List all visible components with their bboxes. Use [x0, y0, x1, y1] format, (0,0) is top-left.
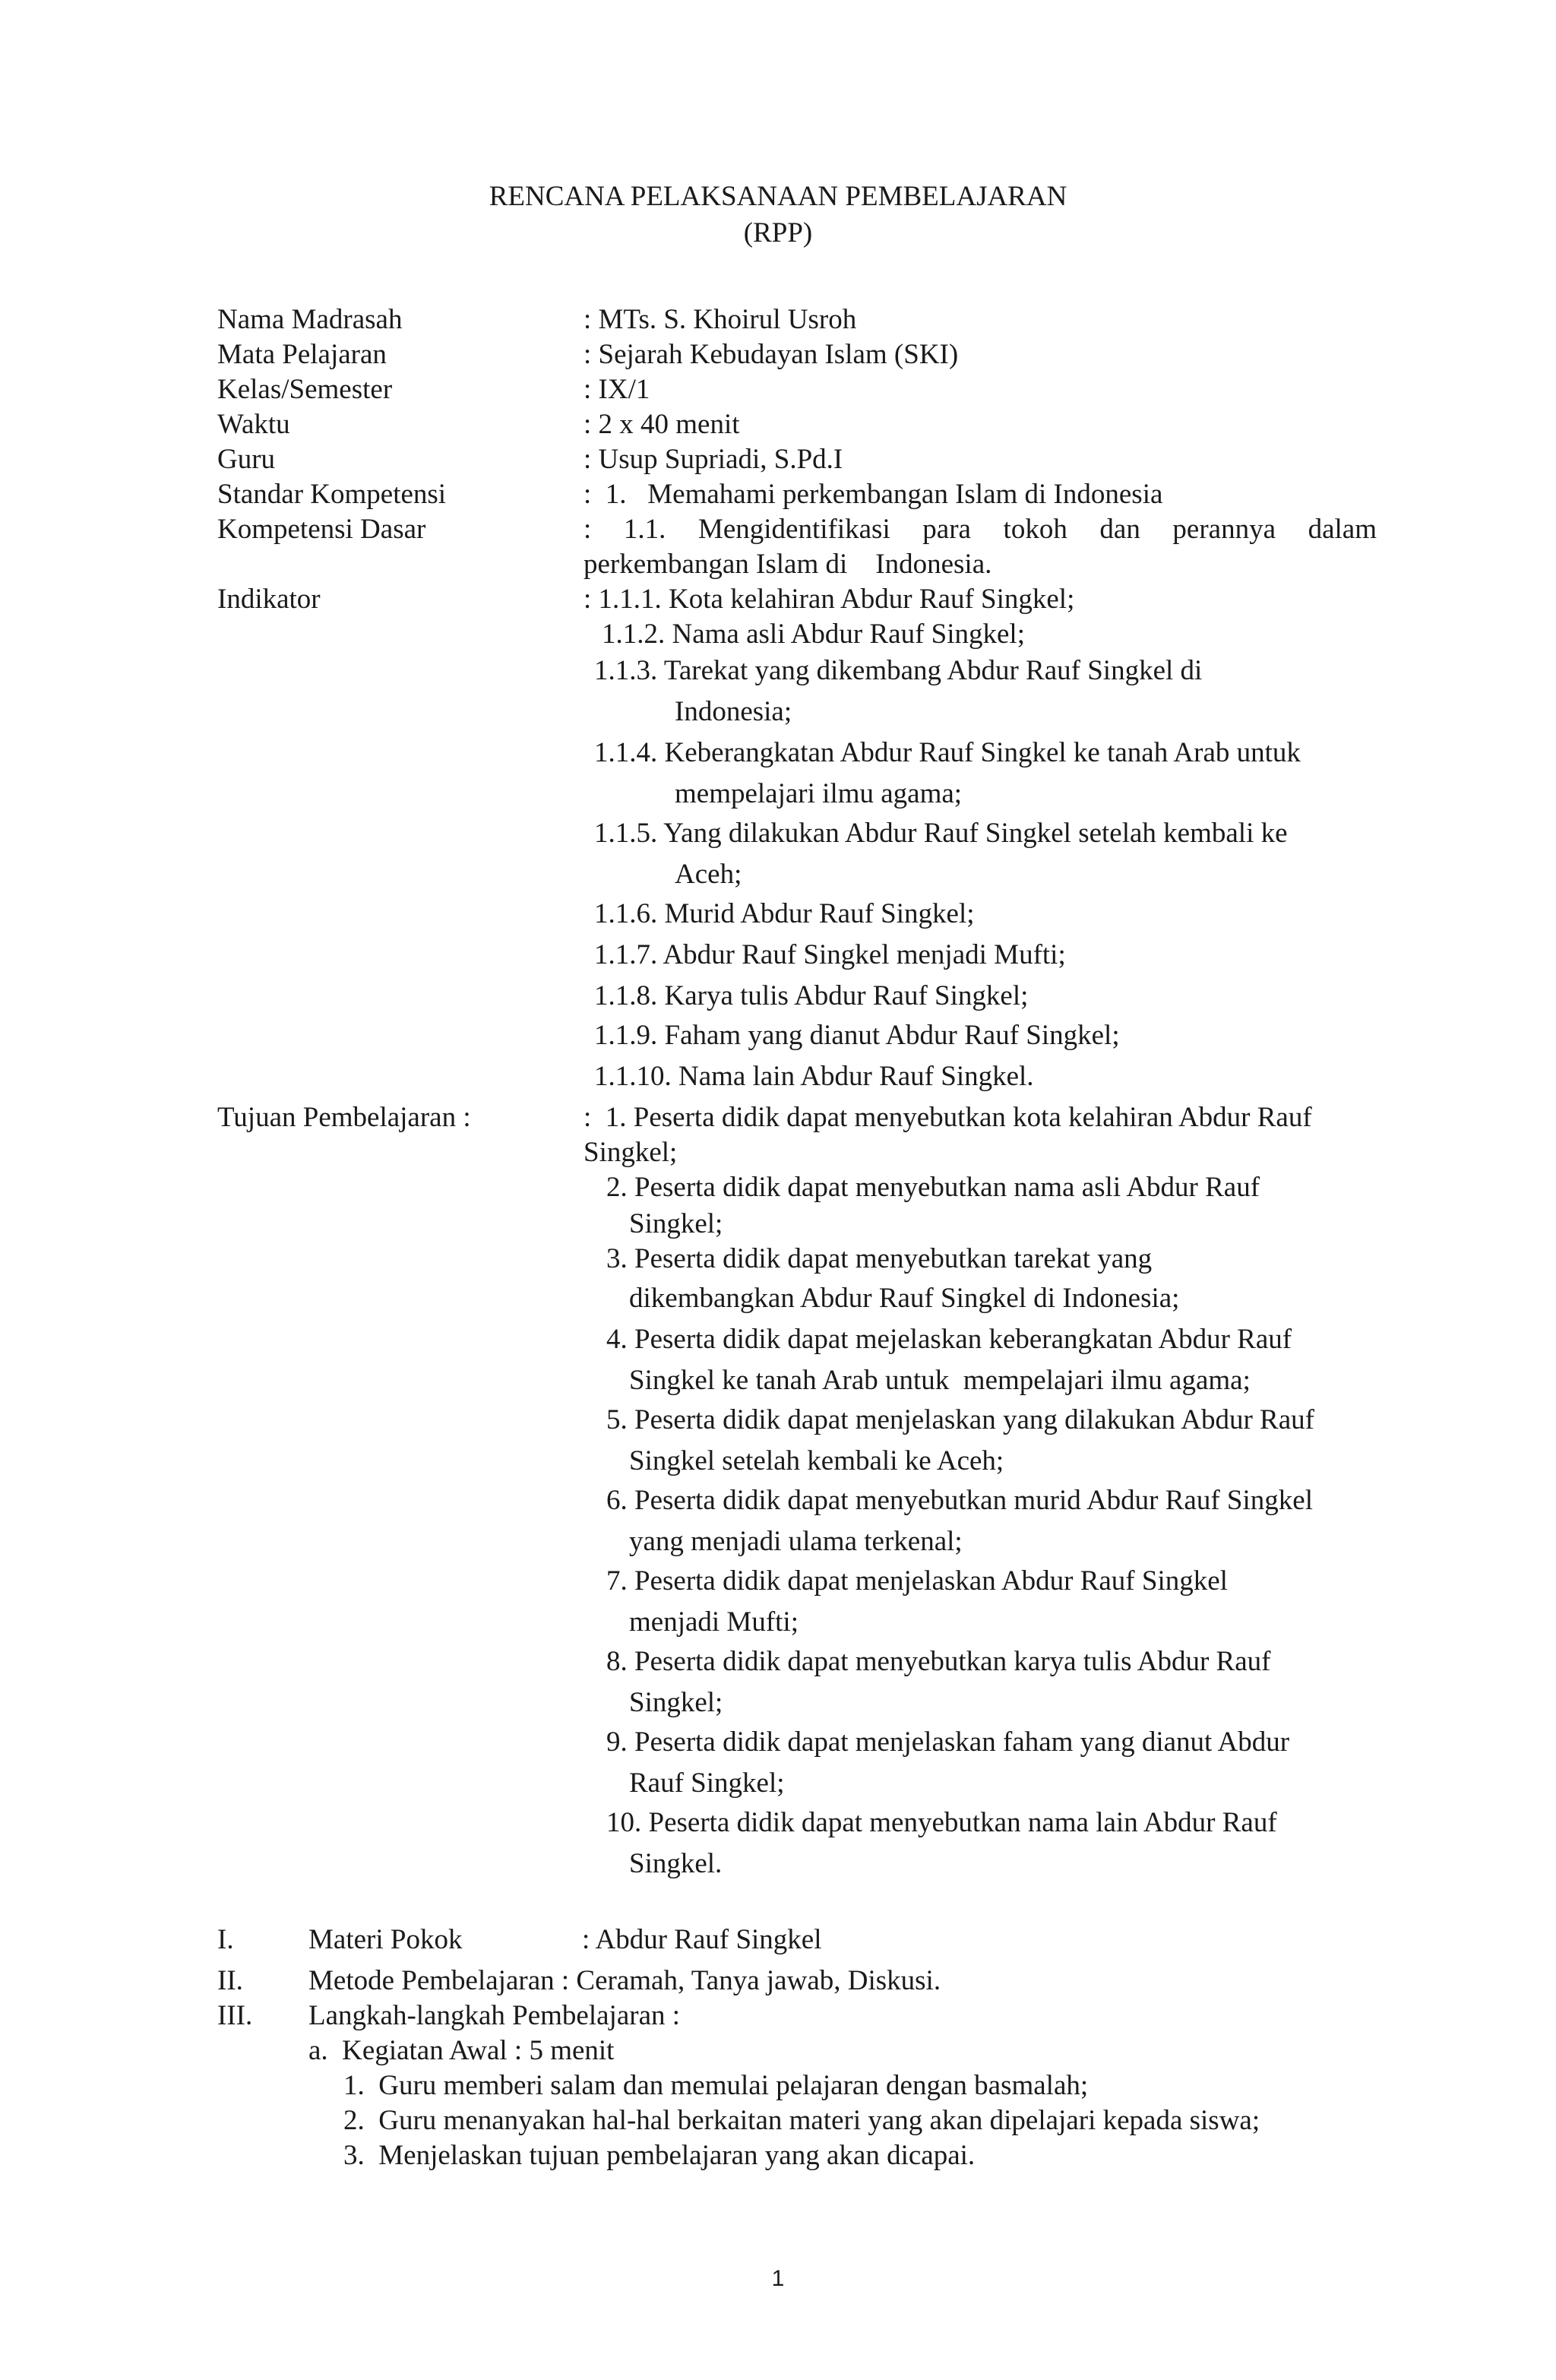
- indikator-item: 1.1.6. Murid Abdur Rauf Singkel;: [594, 898, 975, 929]
- indikator-item-cont: Indonesia;: [675, 696, 792, 727]
- document-subtitle: (RPP): [743, 217, 813, 248]
- indikator-item: 1.1.5. Yang dilakukan Abdur Rauf Singkel setelah kembali ke: [594, 818, 1288, 849]
- section-number: I.: [217, 1924, 234, 1955]
- class-label: Kelas/Semester: [217, 374, 393, 405]
- indikator-item-cont: mempelajari ilmu agama;: [675, 778, 963, 809]
- tujuan-item: 2. Peserta didik dapat menyebutkan nama asli Abdur Rauf: [606, 1172, 1260, 1203]
- indikator-item: : 1.1.1. Kota kelahiran Abdur Rauf Singkel;: [584, 584, 1075, 615]
- tujuan-item-cont: Singkel setelah kembali ke Aceh;: [629, 1445, 1004, 1476]
- tujuan-item-cont: Singkel.: [629, 1848, 723, 1879]
- section-number: II.: [217, 1965, 243, 1996]
- indikator-item: 1.1.9. Faham yang dianut Abdur Rauf Singkel;: [594, 1020, 1120, 1051]
- tujuan-item: 9. Peserta didik dapat menjelaskan faham yang dianut Abdur: [606, 1726, 1290, 1758]
- indikator-label: Indikator: [217, 584, 321, 615]
- tujuan-item-cont: Rauf Singkel;: [629, 1768, 785, 1799]
- step-item: 3. Menjelaskan tujuan pembelajaran yang akan dicapai.: [343, 2140, 976, 2171]
- tujuan-item-cont: Singkel ke tanah Arab untuk mempelajari ilmu agama;: [629, 1365, 1251, 1396]
- metode-text: Metode Pembelajaran : Ceramah, Tanya jawab, Diskusi.: [308, 1965, 941, 1996]
- tujuan-item-cont: yang menjadi ulama terkenal;: [629, 1526, 963, 1557]
- langkah-heading: Langkah-langkah Pembelajaran :: [308, 2000, 681, 2031]
- subject-value: : Sejarah Kebudayan Islam (SKI): [584, 339, 959, 370]
- indikator-item: 1.1.2. Nama asli Abdur Rauf Singkel;: [602, 619, 1025, 650]
- subject-label: Mata Pelajaran: [217, 339, 387, 370]
- section-number: III.: [217, 2000, 253, 2031]
- tujuan-item: : 1. Peserta didik dapat menyebutkan kota kelahiran Abdur Rauf: [584, 1102, 1312, 1133]
- step-item: 1. Guru memberi salam dan memulai pelajaran dengan basmalah;: [343, 2070, 1089, 2101]
- tujuan-item: 8. Peserta didik dapat menyebutkan karya tulis Abdur Rauf: [606, 1646, 1271, 1677]
- indikator-item: 1.1.3. Tarekat yang dikembang Abdur Rauf Singkel di: [594, 655, 1203, 686]
- indikator-item: 1.1.10. Nama lain Abdur Rauf Singkel.: [594, 1061, 1034, 1092]
- kegiatan-awal: a. Kegiatan Awal : 5 menit: [308, 2035, 615, 2066]
- page-number: 1: [771, 2266, 785, 2291]
- document-title: RENCANA PELAKSANAAN PEMBELAJARAN: [489, 181, 1067, 212]
- sk-label: Standar Kompetensi: [217, 479, 447, 510]
- school-value: : MTs. S. Khoirul Usroh: [584, 304, 857, 335]
- tujuan-item: 3. Peserta didik dapat menyebutkan tarekat yang: [606, 1243, 1153, 1274]
- materi-label: Materi Pokok: [308, 1924, 463, 1955]
- class-value: : IX/1: [584, 374, 650, 405]
- tujuan-item: 6. Peserta didik dapat menyebutkan murid Abdur Rauf Singkel: [606, 1485, 1313, 1516]
- materi-value: : Abdur Rauf Singkel: [582, 1924, 822, 1955]
- teacher-value: : Usup Supriadi, S.Pd.I: [584, 444, 843, 475]
- kd-value-line2: perkembangan Islam di Indonesia.: [584, 549, 992, 580]
- indikator-item: 1.1.7. Abdur Rauf Singkel menjadi Mufti;: [594, 939, 1066, 970]
- tujuan-item: 10. Peserta didik dapat menyebutkan nama lain Abdur Rauf: [606, 1807, 1277, 1838]
- tujuan-item-cont: menjadi Mufti;: [629, 1606, 799, 1638]
- tujuan-label: Tujuan Pembelajaran :: [217, 1102, 471, 1133]
- kd-value-line1: : 1.1. Mengidentifikasi para tokoh dan perannya dalam: [584, 514, 1377, 545]
- indikator-item: 1.1.8. Karya tulis Abdur Rauf Singkel;: [594, 980, 1029, 1011]
- tujuan-item-cont: Singkel;: [629, 1208, 723, 1239]
- indikator-item: 1.1.4. Keberangkatan Abdur Rauf Singkel ke tanah Arab untuk: [594, 737, 1301, 768]
- tujuan-item-cont: Singkel;: [584, 1137, 678, 1168]
- tujuan-item: 5. Peserta didik dapat menjelaskan yang dilakukan Abdur Rauf: [606, 1404, 1314, 1435]
- tujuan-item-cont: dikembangkan Abdur Rauf Singkel di Indonesia;: [629, 1283, 1180, 1314]
- time-label: Waktu: [217, 409, 290, 440]
- tujuan-item-cont: Singkel;: [629, 1687, 723, 1718]
- tujuan-item: 7. Peserta didik dapat menjelaskan Abdur Rauf Singkel: [606, 1565, 1228, 1597]
- time-value: : 2 x 40 menit: [584, 409, 740, 440]
- teacher-label: Guru: [217, 444, 276, 475]
- indikator-item-cont: Aceh;: [675, 859, 742, 890]
- school-label: Nama Madrasah: [217, 304, 403, 335]
- sk-value: : 1. Memahami perkembangan Islam di Indonesia: [584, 479, 1163, 510]
- step-item: 2. Guru menanyakan hal-hal berkaitan materi yang akan dipelajari kepada siswa;: [343, 2105, 1260, 2136]
- tujuan-item: 4. Peserta didik dapat mejelaskan keberangkatan Abdur Rauf: [606, 1324, 1292, 1355]
- kd-label: Kompetensi Dasar: [217, 514, 426, 545]
